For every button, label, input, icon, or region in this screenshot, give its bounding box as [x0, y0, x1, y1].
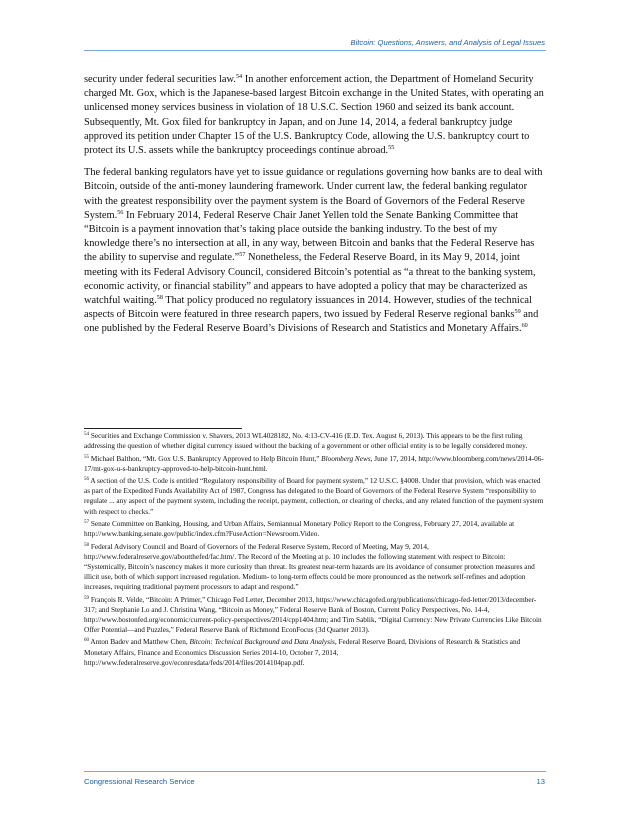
running-header: Bitcoin: Questions, Answers, and Analysis of Legal Issues [350, 38, 545, 47]
body-text [84, 73, 544, 345]
footnote-ref-54[interactable]: 54 [235, 73, 243, 80]
footnote-57: $^{57}$ Senate Committee on Banking, Housing, and Urban Affairs, Semiannual Monetary Policy Report to the Congress, February 27, 2014, available at http://www.banking.senate.gov/public/index.cfm?FuseAction=Newsroom.Video. [84, 520, 515, 539]
page-number: 13 [536, 777, 545, 786]
footnote-separator [84, 428, 242, 429]
footnote-ref-57[interactable]: 57 [239, 251, 246, 259]
footnote-54: $^{54}$ Securities and Exchange Commission v. Shavers, 2013 WL4028182, No. 4:13-CV-416 (E.D. Tex. August 6, 2013). This appears to be the first ruling addressing the question of whether digital currency issued without the backing of a government or other official entity is to be legally considered money. [84, 432, 528, 451]
footnote-ref-58[interactable]: 58 [156, 294, 163, 302]
footnote-55: $^{55}$ Michael Balthon, “Mt. Gox U.S. Bankruptcy Approved to Help Bitcoin Hunt,” Bloomberg News, June 17, 2014, http://www.bloomberg.com/news/2014-06-17/mt-gox-u-s-bankruptcy-approved-to-help-bitcoin-hunt.html. [84, 454, 544, 473]
footnote-ref-56[interactable]: 56 [117, 208, 124, 216]
footnotes [84, 431, 546, 670]
footnote-ref-59[interactable]: 59 [514, 308, 521, 316]
footnote-60: $^{60}$ Anton Badev and Matthew Chen, Bitcoin: Technical Background and Data Analysis, Federal Reserve Board, Divisions of Research & Statistics and Monetary Affairs, Finance and Economics Discussion Series 2014-10, October 7, 2014, http://www.federalreserve.gov/econresdata/feds/2014/files/2014104pap.pdf. [84, 638, 521, 667]
paragraph-enforcement: security under federal securities law.$^{54}$ In another enforcement action, the Department of Homeland Security charged Mt. Gox, which is the Japanese-based largest Bitcoin exchange in the United States, with operating an unlicensed money services business in violation of 18 U.S.C. Section 1960 and seized its bank account. Subsequently, Mt. Gox filed for bankruptcy in Japan, and on June 14, 2014, a federal bankruptcy judge approved its petition under Chapter 15 of the U.S. Bankruptcy Code, allowing the U.S. bankruptcy court to protect its U.S. assets while the bankruptcy proceedings continue abroad.$^{55}$ [84, 73, 544, 157]
footnote-56: $^{56}$ A section of the U.S. Code is entitled “Regulatory responsibility of Board for payment system,” 12 U.S.C. §4008. Under that provision, which was enacted as part of the Expedited Funds Availability Act of 1987, Congress has delegated to the Board of Governors of the Federal Reserve System “responsibility to regulate ... any aspect of the payment system, including the receipt, payment, collection, or clearing of checks, and any related function of the payment system with respect to checks.” [84, 477, 544, 516]
footnote-ref-60[interactable]: 60 [521, 322, 528, 330]
footnote-ref-55[interactable]: 55 [388, 144, 395, 152]
footnote-58: $^{58}$ Federal Advisory Council and Board of Governors of the Federal Reserve System, Record of Meeting, May 9, 2014, http://www.federalreserve.gov/aboutthefed/fac.htm/. The Record of the Meeting at p. 10 includes the following statement with respect to Bitcoin: “Systemically, Bitcoin’s nascency makes it more curiosity than threat. Its greatest near-term hazards are its avoidance of consumer protection measures and illicit use, both of which support increased regulation. Medium- to long-term effects could be more pronounced as the network self-refines and adoption increases, requiring traditional payment processors to adapt and respond.” [84, 542, 535, 592]
header-rule [84, 50, 546, 51]
footnote-59: $^{59}$ François R. Velde, “Bitcoin: A Primer,” Chicago Fed Letter, December 2013, https://www.chicagofed.org/publications/chicago-fed-letter/2013/december-317; and Stephanie Lo and J. Christina Wang, “Bitcoin as Money,” Federal Reserve Bank of Boston, Current Policy Perspectives, No. 14-4, http://www.bostonfed.org/economic/current-policy-perspectives/2014/cpp1404.htm; and Tim Sablik, “Digital Currency: New Private Currencies Like Bitcoin Offer Potential—and Puzzles,” Federal Reserve Bank of Richmond EconFocus (3d Quarter 2013). [84, 595, 542, 634]
paragraph-banking-regulators: The federal banking regulators have yet to issue guidance or regulations governing how banks are to deal with Bitcoin, outside of the anti-money laundering framework. Under current law, the federal banking regulator with the greatest responsibility over the payment system is the Board of Governors of the Federal Reserve System.$^{56}$ In February 2014, Federal Reserve Chair Janet Yellen told the Senate Banking Committee that “Bitcoin is a payment innovation that’s taking place outside the banking industry. To the best of my knowledge there’s no intersection at all, in any way, between Bitcoin and banks that the Federal Reserve has the ability to supervise and regulate.”$^{57}$ Nonetheless, the Federal Reserve Board, in its May 9, 2014, joint meeting with its Federal Advisory Council, considered Bitcoin’s potential as “a threat to the banking system, economic activity, or financial stability” and appears to have adopted a policy that may be characterized as watchful waiting.$^{58}$ That policy produced no regulatory issuances in 2014. However, studies of the technical aspects of Bitcoin were featured in three research papers, two issued by Federal Reserve regional banks$^{59}$ and one published by the Federal Reserve Board’s Divisions of Research and Statistics and Monetary Affairs.$^{60}$ [84, 167, 543, 335]
footer-source: Congressional Research Service [84, 777, 195, 786]
footer-rule [84, 771, 546, 772]
